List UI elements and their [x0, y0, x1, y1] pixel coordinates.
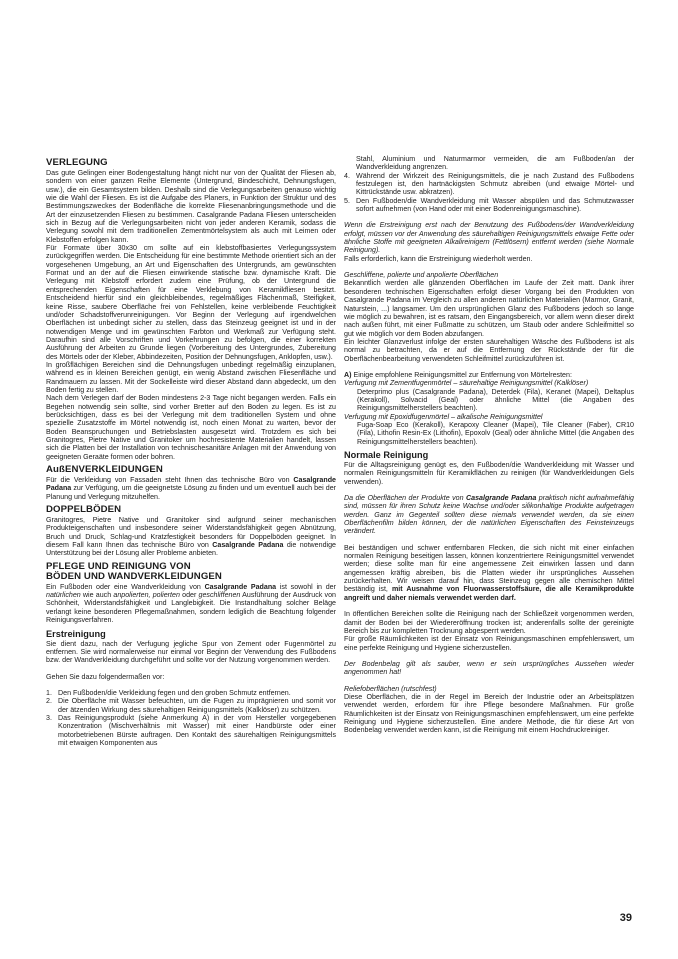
erstreinigung-steps [46, 689, 336, 747]
aussenverkleidungen-paragraph: Für die Verkleidung von Fassaden steht Ihnen das technische Büro von Casalgrande Padana zur Verfügung, um die geeignetste Lösung zu finden und um eventuell auch bei der Planung und Verlegung mitzuhelfen. [46, 476, 336, 501]
brand-name: Casalgrande Padana [212, 541, 284, 550]
list-item: 3. Das Reinigungsprodukt (siehe Anmerkung A) in der vom Hersteller vorgegebenen Konzentration (Mischverhältnis mit Wasser) mit einer Handbürste oder einer motorbetriebenen Bürste auftragen. Den Kontakt des säurehaltigen Reinigungsmittels mit etwaigen Komponenten aus [46, 713, 336, 747]
pflege-paragraph: Ein Fußboden oder eine Wandverkleidung von Casalgrande Padana ist sowohl in der natürlichen wie auch anpolierten, polierten oder geschliffenen Ausführung der Ausdruck von Schönheit, Widerstandsfähigkeit und Langlebigkeit. Die Instandhaltung solcher Beläge verlangt keine besonderen Pflegemaßnahmen, sondern lediglich die Beachtung folgender Reinigungsverfahren. [46, 582, 336, 625]
verlegung-paragraph-4: Nach dem Verlegen darf der Boden mindestens 2-3 Tage nicht begangen werden. Falls ein Begehen notwendig sein sollte, sind vorher Bretter auf den Boden zu legen. Es ist zu berücksichtigen, dass es bei der Verlegung mit dem traditionellen System und ohne spezielle Zusatzstoffe im Mörtel notwendig ist, noch einen Monat zu warten, bevor der Boden Beanspruchungen und Betriebslasten ausgesetzt wird. Trotzdem es sich bei Granitogres, Pietre Native und Granitoker um hochresistente Materialien handelt, lassen sich die Platten bei der Installation von technischesanitäre Anlagen mit der Anwendung von geeigneten Geraäte formen oder bohren. [46, 394, 336, 461]
reliefoberflaechen-heading: Reliefoberflächen (rutschfest) [344, 684, 437, 693]
list-item: 1. Den Fußboden/die Verkleidung fegen und den groben Schmutz entfernen. [46, 688, 291, 697]
right-column [344, 155, 634, 735]
left-column [46, 155, 336, 747]
doppelboeden-heading: DOPPELBÖDEN [46, 504, 122, 516]
pflege-heading: PFLEGE UND REINIGUNG VON BÖDEN UND WANDVERKLEIDUNGEN [46, 560, 222, 582]
normale-reinigung-paragraph-2: Bei beständigen und schwer entfernbaren Flecken, die sich nicht mit einer einfachen normalen Reinigung beseitigen lassen, können konzentriertere Reinigungsmittel verwendet werden; diese sollte man für eine angemessene Zeit einwirken lassen und dann angemessen kräftig abreiben, bis die Platten wieder ihr ursprüngliches Aussehen zurückerhalten. Wir weisen darauf hin, dass Steinzeug gegen alle chemischen Mittel beständig ist, mit Ausnahme von Fluorwasserstoffsäure, die alle Keramikprodukte angreift und daher niemals verwendet werden darf. [344, 543, 634, 602]
brand-name: Casalgrande Padana [466, 494, 537, 503]
erstreinigung-paragraph: Sie dient dazu, nach der Verfugung jegliche Spur von Zement oder Fugenmörtel zu entfernen. Sie wird normalerweise nur einmal vor Beginn der Verwendung des Fußbodens bzw. der Wandverkleidung durchgeführt und sollte vor der Nutzung vorgenommen werden. [46, 639, 336, 665]
zementfugen-heading: Verfugung mit Zementfugenmörtel – säurehaltige Reinigungsmittel (Kalklöser) [344, 379, 589, 388]
geschliffene-paragraph-2: Ein leichter Glanzverlust infolge der ersten säurehaltigen Wäsche des Fußbodens ist als normal zu betrachten, da er auf die Entfernung der Rückstände der für die Oberflächenbearbeitung verwendeten Schleifmittel zurückzuführen ist. [344, 337, 634, 363]
verlegung-paragraph-1: Das gute Gelingen einer Bodengestaltung hängt nicht nur von der Qualität der Fliesen ab, sondern von einer ganzen Reihe Elemente (Untergrund, Bindeschicht, Dehnungsfugen, usw.), die ein Gesamtsystem bilden. Deshalb sind die Verlegungsarbeiten genauso wichtig wie die Wahl der Fliesen. Es ist die Aufgabe des Planers, in Funktion der Struktur und des Bestimmungszweckes der Bodenfläche die korrekte Fliesenanbringungsmethode und die Art der einzusetzenden Fliesen zu bestimmen. Casalgrande Padana Fliesen unterscheiden sich in Bezug auf die Verlegungsarbeiten nicht von jeder anderen Keramik, sodass die Verlegung sowohl mit dem traditionellen Zementmörtelsystem als auch mit Leimen oder Klebstoffen erfolgen kann. [46, 169, 336, 244]
epoxidfugen-products: Fuga-Soap Eco (Kerakoll), Kerapoxy Cleaner (Mapei), Tile Cleaner (Faber), CR10 (Fila), Lithofin Resin-Ex (Lithofin), Epoxolv (Geal) oder ähnliche Mittel (die Angaben des Reinigungsmittelherstellers beachten). [357, 420, 634, 446]
verlegung-heading: VERLEGUNG [46, 157, 108, 168]
erstreinigung-repeat-note: Falls erforderlich, kann die Erstreinigung wiederholt werden. [344, 254, 533, 263]
erstreinigung-note: Wenn die Erstreinigung erst nach der Benutzung des Fußbodens/der Wandverkleidung erfolgt, müssen vor der Anwendung des säurehaltigen Reinigungsmittels etwaige Fette oder ähnliche Stoffe mit geeigneten Alkalireinigern (Fettlösern) entfernt werden (siehe Normale Reinigung). [344, 221, 634, 255]
erstreinigung-intro: Gehen Sie dazu folgendermaßen vor: [46, 672, 165, 681]
verlegung-paragraph-2: Für Formate über 30x30 cm sollte auf ein klebstoffbasiertes Verlegungssystem zurückgegriffen werden. Die Entscheidung für eine bestimmte Methode orientiert sich an der vorgesehenen Umgebung, an Art und Eigenschaften des Untergrunds, am gewünschten Format und an der auf die Fliesen einwirkende statische bzw. dynamische Kraft. Die Verlegung mit Klebstoff erfordert zudem eine Prüfung, ob der Untergrund die entsprechenden Eigenschaften für eine Verklebung von Keramikfliesen besitzt. Entscheidend hierfür sind ein gleichbleibendes, regelmäßiges Flächenmaß, Steifigkeit, keine Risse, saubere Oberfläche frei von Fehlstellen, keine verbleibende Feuchtigkeit und/oder Schadstoffverunreinigungen. Vor Beginn der Verlegung auf irgendwelchen Oberflächen ist unbedingt sicher zu stellen, dass das Steinzeug geeignet ist und in der notwendigen Menge und im gewünschten Farbton und Werkmaß zur Verfügung steht. Daraufhin sind alle Vorschriften und Vorkehrungen zu befolgen, die einer korrekten Ausführung der Arbeiten zu Grunde liegen (Vorbereitung des Untergrundes, Zubereitung des Mörtels oder der Kleber, Abbindezeiten, Position der Dehnungsfugen, Anklopfen, usw.). [46, 244, 336, 361]
brand-name: Casalgrande Padana [46, 476, 336, 493]
reliefoberflaechen-paragraph: Diese Oberflächen, die in der Regel im Bereich der Industrie oder an Arbeitsplätzen verwendet werden, erfordern für ihre Pflege besondere Maßnahmen. Für große Räumlichkeiten ist der Einsatz von Reinigungsmaschinen empfehlenswert, um eine perfekte Reinigung und Hygiene sicherzustellen. Eine andere Methode, die für diese Art von Bodenbelag verwendet werden kann, ist die Reinigung mit einem Hochdruckreiniger. [344, 692, 634, 735]
note-a: A) Einige empfohlene Reinigungsmittel zur Entfernung von Mörtelresten: [344, 370, 572, 379]
normale-reinigung-italic-note-2: Der Bodenbelag gilt als sauber, wenn er sein ursprüngliches Aussehen wieder angenommen hat! [344, 659, 634, 677]
epoxidfugen-heading: Verfugung mit Epoxidfugenmörtel – alkalische Reinigungsmittel [344, 412, 543, 421]
list-item: 4. Während der Wirkzeit des Reinigungsmittels, die je nach Zustand des Fußbodens festzulegen ist, den hartnäckigsten Schmutz abreiben (und etwaige Mörtel- und Kittrückstände usw. abkratzen). [344, 171, 634, 197]
list-item: 5. Den Fußboden/die Wandverkleidung mit Wasser abspülen und das Schmutzwasser sofort aufnehmen (von Hand oder mit einer Bodenreinigungsmaschine). [344, 196, 634, 214]
aussenverkleidungen-heading: AußENVERKLEIDUNGEN [46, 464, 163, 476]
normale-reinigung-italic-note: Da die Oberflächen der Produkte von Casalgrande Padana praktisch nicht aufnahmefähig sind, müssen für ihren Schutz keine Wachse und/oder silikonhaltige Produkte aufgetragen werden. Ganz im Gegenteil sollten diese niemals verwendet werden, da sie einen Oberflächenfilm bilden können, der die natürlichen Eigenschaften des Feinsteinzeugs verändert. [344, 494, 634, 536]
list-item: 2. Die Oberfläche mit Wasser befeuchten, um die Fugen zu imprägnieren und somit vor der ätzenden Wirkung des säurehaltigen Reinigungsmittels (Kalklöser) zu schützen. [46, 697, 336, 714]
normale-reinigung-heading: Normale Reinigung [344, 450, 429, 460]
normale-reinigung-paragraph-3: In öffentlichen Bereichen sollte die Reinigung nach der Schließzeit vorgenommen werden, damit der Boden bei der Wiedereröffnung trocken ist; anderenfalls sollte der gereinigte Bereich bis zur kompletten Trocknung abgesperrt werden. [344, 610, 634, 635]
zementfugen-products: Deterprimo plus (Casalgrande Padana), Deterdek (Fila), Keranet (Mapei), Deltaplus (Kerakoll), Solvacid (Geal) oder ähnliche Mittel (die Angaben des Reinigungsmittelherstellers beachten). [357, 387, 634, 413]
geschliffene-heading: Geschliffene, polierte und anpolierte Oberflächen [344, 271, 499, 280]
verlegung-paragraph-3: In großflächigen Bereichen sind die Dehnungsfugen unbedingt regelmäßig einzuplanen, während es in kleinen Bereichen genügt, ein wenig Abstand zwischen Fliesenfläche und Randmauern zu lassen. Mit der Sockelleiste wird dieser Abstand dann abgedeckt, um den Boden fertig zu stellen. [46, 360, 336, 394]
brand-name: Casalgrande Padana [204, 582, 277, 591]
normale-reinigung-paragraph-1: Für die Alltagsreinigung genügt es, den Fußboden/die Wandverkleidung mit Wasser und normalen Reinigungsmitteln für Keramikflächen zu reinigen (für Wandverkleidungen Gels verwenden). [344, 461, 634, 486]
page-number: 39 [619, 912, 632, 924]
geschliffene-paragraph-1: Bekanntlich werden alle glänzenden Oberflächen im Laufe der Zeit matt. Dank ihrer besonderen technischen Eigenschaften erfolgt dieser Vorgang bei den Produkten von Casalgrande Padana im Vergleich zu allen anderen natürlichen Materialien (Marmor, Granit, Naturstein, ...) langsamer. Um den ursprünglichen Glanz des Fußbodens jedoch so lange wie möglich zu bewahren, ist es ratsam, den Eingangsbereich, vor allem wenn dieser direkt nach außen führt, mit einer Fußmatte zu schützen, um Staub oder andere Schleifmittel so gut wie möglich vor dem Boden abzufangen. [344, 279, 634, 338]
erstreinigung-heading: Erstreinigung [46, 628, 106, 639]
normale-reinigung-paragraph-4: Für große Räumlichkeiten ist der Einsatz von Reinigungsmaschinen empfehlenswert, um eine perfekte Reinigung und Hygiene sicherzustellen. [344, 635, 634, 652]
doppelboeden-paragraph: Granitogres, Pietre Native und Granitoker sind aufgrund seiner mechanischen Produkteigenschaften und insbesondere seiner Widerstandsfähigkeit gegen Abnützung, Bruch und Druck, Schlag-und Kratzfestigkeit besonders für Doppelböden geeignet. In diesem Fall kann Ihnen das technische Büro von Casalgrande Padana die notwendige Unterstützung bei der Lösung aller Probleme anbieten. [46, 516, 336, 558]
list-item: Stahl, Aluminium und Naturmarmor vermeiden, die am Fußboden/an der Wandverkleidung angrenzen. [356, 155, 634, 172]
erstreinigung-steps-continued [344, 155, 634, 213]
